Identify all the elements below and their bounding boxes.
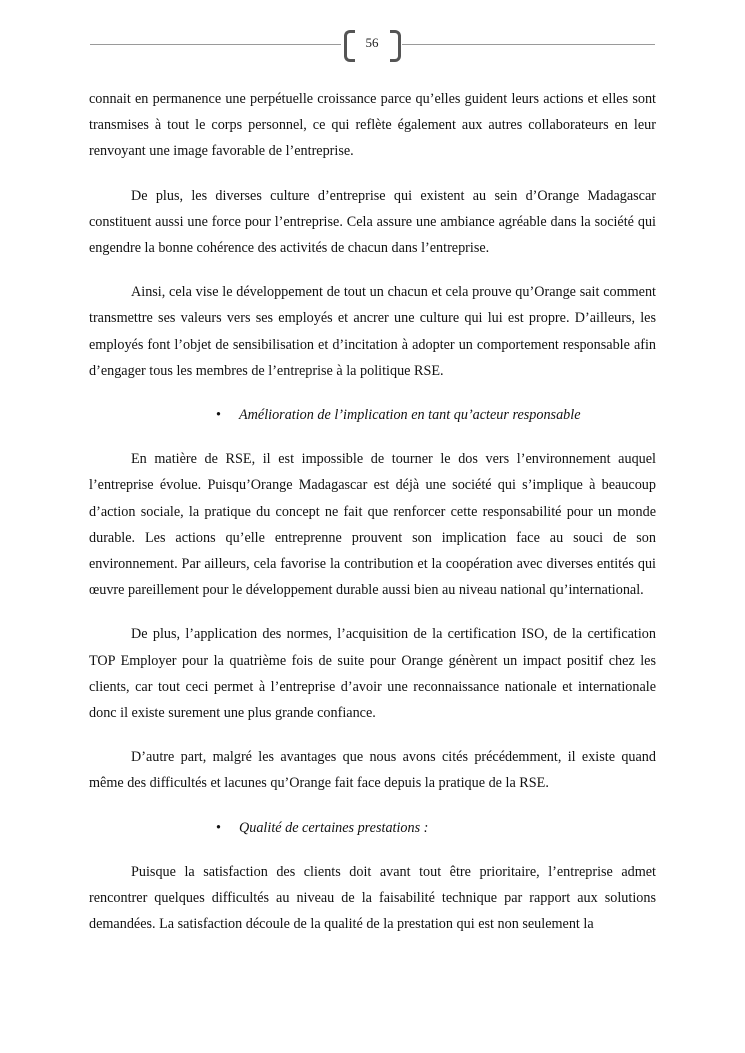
paragraph: En matière de RSE, il est impossible de tourner le dos vers l’environnement auquel l’entreprise évolue. Puisqu’Orange Madagascar est déjà une société qui s’implique à beaucoup d’action sociale, la pratique du concept ne fait que renforcer cette responsabilité pour un monde durable. Les actions qu’elle entreprenne prouvent son implication face au souci de son environnement. Par ailleurs, cela favorise la contribution et la coopération avec diverses entités qui œuvre pareillement pour le développement durable aussi bien au niveau national qu’international. [89,451,656,599]
bullet-heading [89,402,656,428]
paragraph: D’autre part, malgré les avantages que nous avons cités précédemment, il existe quand même des difficultés et lacunes qu’Orange fait face depuis la pratique de la RSE. [89,749,656,792]
paragraph: Puisque la satisfaction des clients doit avant tout être prioritaire, l’entreprise admet rencontrer quelques difficultés au niveau de la faisabilité technique par rapport aux solutions demandées. La satisfaction découle de la qualité de la prestation qui est non seulement la [89,863,656,933]
header-rule-right [402,44,655,45]
paragraph: De plus, les diverses culture d’entreprise qui existent au sein d’Orange Madagascar constituent aussi une force pour l’entreprise. Cela assure une ambiance agréable dans la société qui engendre la bonne cohérence des activités de chacun dans l’entreprise. [89,187,656,257]
bullet-heading-text: Qualité de certaines prestations : [239,819,429,836]
page-number-bracket-close [390,30,401,62]
document-body [89,86,656,955]
bullet-heading [89,815,656,841]
paragraph: Ainsi, cela vise le développement de tout un chacun et cela prouve qu’Orange sait comment transmettre ses valeurs vers ses employés et ancrer une culture qui lui est propre. D’ailleurs, les employés font l’objet de sensibilisation et d’incitation à adopter un comportement responsable afin d’engager tous les membres de l’entreprise à la politique RSE. [89,284,656,379]
header-rule-left [90,44,341,45]
bullet-icon: • [216,407,221,424]
page-number: 56 [365,35,379,50]
bullet-heading-text: Amélioration de l’implication en tant qu’acteur responsable [239,407,581,424]
bullet-icon: • [216,819,221,836]
page-header [90,30,655,60]
paragraph: De plus, l’application des normes, l’acquisition de la certification ISO, de la certification TOP Employer pour la quatrième fois de suite pour Orange génèrent un impact positif chez les clients, car tout ceci permet à l’entreprise d’avoir une reconnaissance nationale et internationale donc il existe surement une plus grande confiance. [89,626,656,722]
paragraph: connait en permanence une perpétuelle croissance parce qu’elles guident leurs actions et elles sont transmises à tout le corps personnel, ce qui reflète également aux autres collaborateurs en leur renvoyant une image favorable de l’entreprise. [89,91,656,160]
